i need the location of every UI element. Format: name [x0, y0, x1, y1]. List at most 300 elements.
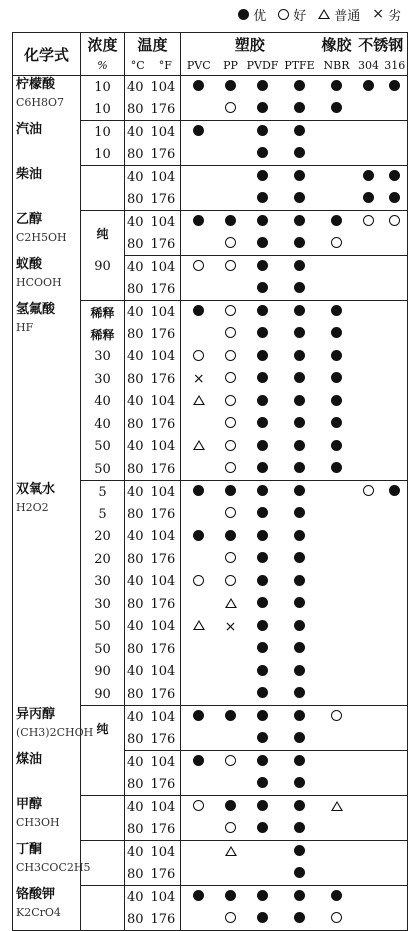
concentration — [81, 841, 125, 864]
rating-excellent-icon — [389, 80, 400, 91]
rating-cell-pp — [217, 503, 245, 526]
rating-excellent-icon — [389, 192, 400, 203]
rating-cell-pp — [217, 98, 245, 121]
rating-cell-304 — [355, 841, 383, 864]
temp-celsius: 40 — [125, 481, 151, 504]
rating-cell-nbr — [319, 526, 355, 549]
rating-cell-pvc — [181, 368, 217, 391]
rating-good-icon — [225, 575, 236, 586]
rating-excellent-icon — [389, 170, 400, 181]
rating-excellent-icon — [257, 305, 268, 316]
rating-cell-pvc — [181, 503, 217, 526]
temp-fahrenheit: 176 — [150, 596, 176, 612]
temp-fahrenheit: 104 — [150, 259, 176, 275]
rating-cell-316 — [383, 301, 408, 324]
rating-good-icon — [331, 237, 342, 248]
rating-good-icon — [363, 485, 374, 496]
rating-cell-ptfe — [281, 548, 319, 571]
rating-cell-nbr — [319, 616, 355, 639]
rating-cell-pvc — [181, 278, 217, 301]
rating-good-icon — [363, 215, 374, 226]
temp-fahrenheit: 176 — [151, 188, 181, 211]
temp-celsius: 40 — [125, 436, 151, 459]
rating-cell-ptfe — [281, 76, 319, 99]
rating-cell-nbr — [319, 503, 355, 526]
temp-fahrenheit: 176 — [150, 371, 176, 387]
rating-excellent-icon — [257, 800, 268, 811]
rating-cell-ptfe — [281, 413, 319, 436]
rating-cell-pp — [217, 661, 245, 684]
rating-cell-pvc — [181, 76, 217, 99]
concentration — [81, 751, 125, 774]
rating-cell-316 — [383, 526, 408, 549]
chemical-name: 氢氟酸 — [16, 301, 56, 317]
temp-fahrenheit: 176 — [150, 326, 176, 342]
rating-cell-nbr — [319, 458, 355, 481]
rating-cell-316 — [383, 413, 408, 436]
rating-cell-pvdf — [245, 368, 281, 391]
rating-cell-304 — [355, 548, 383, 571]
concentration: 50 — [81, 436, 125, 459]
rating-cell-ptfe — [281, 391, 319, 414]
rating-cell-ptfe — [281, 211, 319, 234]
concentration: 5 — [81, 503, 125, 526]
rating-cell-316 — [383, 278, 408, 301]
chemical-name: 双氧水 — [16, 481, 56, 497]
rating-cell-304 — [355, 76, 383, 99]
legend-label: 普通 — [334, 8, 361, 24]
rating-excellent-icon — [257, 732, 268, 743]
temp-celsius: 40 — [125, 886, 151, 909]
temp-fahrenheit: 176 — [151, 233, 181, 256]
rating-cell-304 — [355, 796, 383, 819]
rating-good-icon — [225, 260, 236, 271]
rating-cell-nbr — [319, 323, 355, 346]
rating-cell-316 — [383, 773, 408, 796]
temp-fahrenheit: 176 — [151, 98, 181, 121]
rating-cell-pvc — [181, 886, 217, 909]
rating-good-icon — [193, 350, 204, 361]
rating-cell-316 — [383, 751, 408, 774]
rating-excellent-icon — [257, 642, 268, 653]
rating-cell-316 — [383, 818, 408, 841]
temp-celsius: 80 — [125, 548, 151, 571]
rating-cell-304 — [355, 413, 383, 436]
concentration: 纯 — [81, 211, 125, 256]
rating-good-icon — [225, 102, 236, 113]
rating-good-icon — [225, 305, 236, 316]
chemical-name: 乙醇 — [16, 211, 43, 227]
rating-cell-ptfe — [281, 368, 319, 391]
rating-cell-pvc — [181, 323, 217, 346]
header-conc-unit: % — [81, 55, 125, 76]
header-material-pvdf: PVDF — [245, 55, 281, 76]
rating-cell-pp — [217, 526, 245, 549]
rating-cell-304 — [355, 323, 383, 346]
temp-fahrenheit: 176 — [151, 458, 181, 481]
rating-cell-pvdf — [245, 233, 281, 256]
temp-fahrenheit: 104 — [150, 574, 176, 590]
rating-excellent-icon — [257, 395, 268, 406]
rating-cell-pvdf — [245, 683, 281, 706]
rating-good-icon — [225, 327, 236, 338]
temp-celsius: 80 — [125, 98, 151, 121]
rating-cell-pvc — [181, 773, 217, 796]
rating-cell-pvdf — [245, 796, 281, 819]
temp-fahrenheit: 104 — [150, 349, 176, 365]
concentration: 纯 — [81, 706, 125, 751]
rating-excellent-icon — [257, 912, 268, 923]
rating-cell-pp — [217, 76, 245, 99]
rating-cell-nbr — [319, 818, 355, 841]
rating-cell-pp — [217, 706, 245, 729]
rating-cell-pp — [217, 346, 245, 369]
rating-good-icon — [193, 575, 204, 586]
legend-item — [372, 5, 401, 24]
rating-excellent-icon — [294, 372, 305, 383]
rating-cell-nbr — [319, 773, 355, 796]
rating-cell-316 — [383, 211, 408, 234]
concentration: 30 — [81, 593, 125, 616]
concentration: 90 — [81, 683, 125, 706]
concentration — [81, 908, 125, 931]
rating-cell-pvc — [181, 751, 217, 774]
temp-celsius: 40 — [125, 841, 151, 864]
rating-cell-nbr — [319, 256, 355, 279]
rating-cell-pp — [217, 863, 245, 886]
rating-excellent-icon — [363, 192, 374, 203]
temp-celsius: 80 — [125, 458, 151, 481]
temp-fahrenheit: 176 — [151, 863, 181, 886]
rating-poor-icon: × — [224, 618, 237, 635]
rating-cell-304 — [355, 908, 383, 931]
rating-cell-nbr — [319, 413, 355, 436]
temp-fahrenheit: 176 — [151, 728, 181, 751]
table-row — [13, 841, 408, 864]
rating-cell-304 — [355, 886, 383, 909]
temp-fahrenheit: 104 — [150, 889, 176, 905]
concentration — [81, 818, 125, 841]
rating-excellent-icon — [294, 822, 305, 833]
concentration: 40 — [81, 391, 125, 414]
rating-cell-ptfe — [281, 278, 319, 301]
rating-cell-pvc — [181, 638, 217, 661]
chemical-name-cell — [13, 751, 81, 796]
rating-cell-nbr — [319, 593, 355, 616]
temp-fahrenheit: 104 — [150, 304, 176, 320]
rating-normal-icon — [193, 620, 205, 630]
rating-cell-pvdf — [245, 818, 281, 841]
rating-cell-304 — [355, 818, 383, 841]
table-body — [13, 76, 408, 931]
rating-excellent-icon — [294, 507, 305, 518]
rating-cell-pp — [217, 301, 245, 324]
rating-cell-pvdf — [245, 616, 281, 639]
concentration: 10 — [81, 98, 125, 121]
rating-excellent-icon — [193, 125, 204, 136]
rating-excellent-icon — [294, 215, 305, 226]
rating-cell-316 — [383, 841, 408, 864]
rating-cell-316 — [383, 503, 408, 526]
temp-celsius: 80 — [125, 773, 151, 796]
rating-good-icon — [225, 350, 236, 361]
rating-excellent-icon — [294, 102, 305, 113]
chemical-formula: K2CrO4 — [16, 905, 61, 919]
rating-cell-ptfe — [281, 166, 319, 189]
rating-excellent-icon — [294, 687, 305, 698]
table-row — [13, 301, 408, 324]
rating-excellent-icon — [257, 215, 268, 226]
rating-cell-pp — [217, 233, 245, 256]
rating-cell-pvc — [181, 143, 217, 166]
rating-excellent-icon — [225, 80, 236, 91]
temp-fahrenheit: 176 — [151, 818, 181, 841]
rating-cell-nbr — [319, 683, 355, 706]
rating-cell-pp — [217, 571, 245, 594]
temp-celsius: 40 — [125, 256, 151, 279]
rating-cell-pp — [217, 548, 245, 571]
rating-cell-316 — [383, 908, 408, 931]
rating-cell-nbr — [319, 571, 355, 594]
rating-cell-nbr — [319, 796, 355, 819]
rating-excellent-icon — [257, 372, 268, 383]
rating-cell-304 — [355, 526, 383, 549]
rating-excellent-icon — [294, 462, 305, 473]
temp-celsius: 80 — [125, 278, 151, 301]
rating-cell-316 — [383, 233, 408, 256]
rating-excellent-icon — [257, 575, 268, 586]
rating-cell-304 — [355, 458, 383, 481]
rating-excellent-icon — [225, 890, 236, 901]
rating-excellent-icon — [225, 485, 236, 496]
rating-excellent-icon — [294, 642, 305, 653]
rating-normal-icon — [331, 801, 343, 811]
concentration — [81, 166, 125, 189]
rating-excellent-icon — [294, 597, 305, 608]
chemical-name-cell — [13, 481, 81, 706]
concentration: 50 — [81, 616, 125, 639]
rating-cell-pvdf — [245, 436, 281, 459]
chemical-name: 汽油 — [16, 121, 43, 137]
table-row — [13, 751, 408, 774]
temp-celsius: 40 — [125, 661, 151, 684]
concentration: 20 — [81, 548, 125, 571]
chemical-name-cell — [13, 166, 81, 211]
rating-cell-316 — [383, 728, 408, 751]
rating-cell-pp — [217, 683, 245, 706]
concentration: 50 — [81, 458, 125, 481]
rating-cell-304 — [355, 728, 383, 751]
rating-cell-nbr — [319, 481, 355, 504]
rating-cell-304 — [355, 683, 383, 706]
rating-cell-nbr — [319, 638, 355, 661]
rating-normal-icon — [225, 598, 237, 608]
rating-cell-pvdf — [245, 481, 281, 504]
header-material-pvc: PVC — [181, 55, 217, 76]
concentration: 50 — [81, 638, 125, 661]
chemical-name-cell — [13, 886, 81, 931]
chemical-name: 柠檬酸 — [16, 77, 56, 92]
header-steel: 不锈钢 — [358, 35, 404, 54]
rating-excellent-icon — [294, 800, 305, 811]
rating-cell-316 — [383, 481, 408, 504]
rating-cell-pvc — [181, 481, 217, 504]
rating-cell-pvdf — [245, 188, 281, 211]
rating-excellent-icon — [294, 845, 305, 856]
concentration: 5 — [81, 481, 125, 504]
temp-celsius: 80 — [125, 728, 151, 751]
rating-cell-316 — [383, 346, 408, 369]
rating-normal-icon — [318, 9, 330, 19]
rating-cell-316 — [383, 391, 408, 414]
rating-cell-pp — [217, 278, 245, 301]
rating-cell-304 — [355, 706, 383, 729]
rating-cell-ptfe — [281, 121, 319, 144]
temp-fahrenheit: 176 — [150, 551, 176, 567]
rating-excellent-icon — [294, 147, 305, 158]
temp-celsius: 80 — [125, 818, 151, 841]
rating-cell-pvdf — [245, 863, 281, 886]
rating-cell-pvdf — [245, 661, 281, 684]
rating-cell-pvdf — [245, 211, 281, 234]
temp-celsius: 40 — [125, 301, 151, 324]
rating-cell-ptfe — [281, 661, 319, 684]
rating-cell-ptfe — [281, 481, 319, 504]
rating-cell-pvdf — [245, 256, 281, 279]
rating-cell-ptfe — [281, 301, 319, 324]
chemical-name-cell — [13, 796, 81, 841]
rating-cell-ptfe — [281, 98, 319, 121]
rating-good-icon — [225, 395, 236, 406]
header-material-nbr: NBR — [319, 55, 355, 76]
temp-celsius: 80 — [125, 413, 151, 436]
temp-fahrenheit: 176 — [151, 143, 181, 166]
temp-celsius: 80 — [125, 863, 151, 886]
rating-excellent-icon — [257, 440, 268, 451]
rating-cell-nbr — [319, 346, 355, 369]
concentration — [81, 773, 125, 796]
rating-excellent-icon — [331, 440, 342, 451]
rating-excellent-icon — [257, 755, 268, 766]
rating-cell-pvdf — [245, 548, 281, 571]
rating-poor-icon: × — [372, 6, 384, 22]
concentration: 稀释 — [81, 323, 125, 346]
rating-cell-nbr — [319, 661, 355, 684]
rating-cell-316 — [383, 121, 408, 144]
rating-cell-pp — [217, 908, 245, 931]
rating-cell-nbr — [319, 751, 355, 774]
rating-cell-ptfe — [281, 841, 319, 864]
rating-good-icon — [225, 507, 236, 518]
rating-good-icon — [193, 800, 204, 811]
rating-cell-pp — [217, 593, 245, 616]
rating-good-icon — [225, 462, 236, 473]
rating-excellent-icon — [257, 462, 268, 473]
rating-good-icon — [225, 822, 236, 833]
rating-cell-ptfe — [281, 616, 319, 639]
rating-excellent-icon — [257, 530, 268, 541]
rating-cell-pp — [217, 886, 245, 909]
rating-cell-ptfe — [281, 908, 319, 931]
rating-excellent-icon — [257, 80, 268, 91]
rating-excellent-icon — [257, 777, 268, 788]
rating-excellent-icon — [331, 462, 342, 473]
chemical-name: 丁酮 — [16, 841, 43, 857]
header-temp: 温度 — [125, 33, 181, 56]
rating-excellent-icon — [193, 80, 204, 91]
rating-excellent-icon — [257, 125, 268, 136]
rating-excellent-icon — [257, 192, 268, 203]
rating-cell-304 — [355, 143, 383, 166]
rating-excellent-icon — [294, 80, 305, 91]
rating-cell-316 — [383, 458, 408, 481]
temp-celsius: 80 — [125, 593, 151, 616]
chemical-name: 蚁酸 — [16, 256, 43, 272]
temp-celsius: 80 — [125, 368, 151, 391]
rating-cell-pp — [217, 413, 245, 436]
temp-celsius: 80 — [125, 233, 151, 256]
rating-cell-pvdf — [245, 301, 281, 324]
chemical-formula: HF — [16, 320, 34, 334]
rating-cell-pvdf — [245, 413, 281, 436]
rating-cell-316 — [383, 76, 408, 99]
rating-cell-316 — [383, 706, 408, 729]
rating-good-icon — [225, 755, 236, 766]
temp-celsius: 80 — [125, 638, 151, 661]
chemical-name-cell — [13, 706, 94, 751]
rating-excellent-icon — [294, 665, 305, 676]
temp-celsius: 80 — [125, 323, 151, 346]
rating-excellent-icon — [257, 822, 268, 833]
temp-celsius: 80 — [125, 188, 151, 211]
temp-fahrenheit: 104 — [150, 754, 176, 770]
temp-celsius: 40 — [125, 211, 151, 234]
rating-cell-nbr — [319, 233, 355, 256]
rating-cell-pp — [217, 458, 245, 481]
rating-cell-nbr — [319, 886, 355, 909]
rating-good-icon — [193, 260, 204, 271]
rating-cell-pvdf — [245, 166, 281, 189]
compatibility-table-wrap — [12, 32, 407, 931]
temp-celsius: 40 — [125, 706, 151, 729]
rating-excellent-icon — [257, 327, 268, 338]
rating-cell-ptfe — [281, 706, 319, 729]
rating-cell-pvdf — [245, 391, 281, 414]
rating-excellent-icon — [294, 327, 305, 338]
rating-cell-pvc — [181, 908, 217, 931]
rating-excellent-icon — [193, 755, 204, 766]
concentration: 30 — [81, 346, 125, 369]
rating-cell-304 — [355, 256, 383, 279]
rating-cell-pvc — [181, 346, 217, 369]
rating-cell-ptfe — [281, 526, 319, 549]
temp-celsius: 40 — [125, 166, 151, 189]
header-temp-f: °F — [151, 55, 181, 76]
rating-good-icon — [225, 912, 236, 923]
rating-cell-ptfe — [281, 593, 319, 616]
rating-excellent-icon — [193, 305, 204, 316]
rating-cell-316 — [383, 436, 408, 459]
rating-cell-ptfe — [281, 818, 319, 841]
rating-excellent-icon — [225, 215, 236, 226]
table-row — [13, 121, 408, 144]
header-material-316: 316 — [383, 55, 408, 76]
rating-cell-304 — [355, 571, 383, 594]
rating-cell-pvc — [181, 301, 217, 324]
rating-excellent-icon — [294, 260, 305, 271]
rating-excellent-icon — [331, 80, 342, 91]
rating-cell-pvdf — [245, 278, 281, 301]
